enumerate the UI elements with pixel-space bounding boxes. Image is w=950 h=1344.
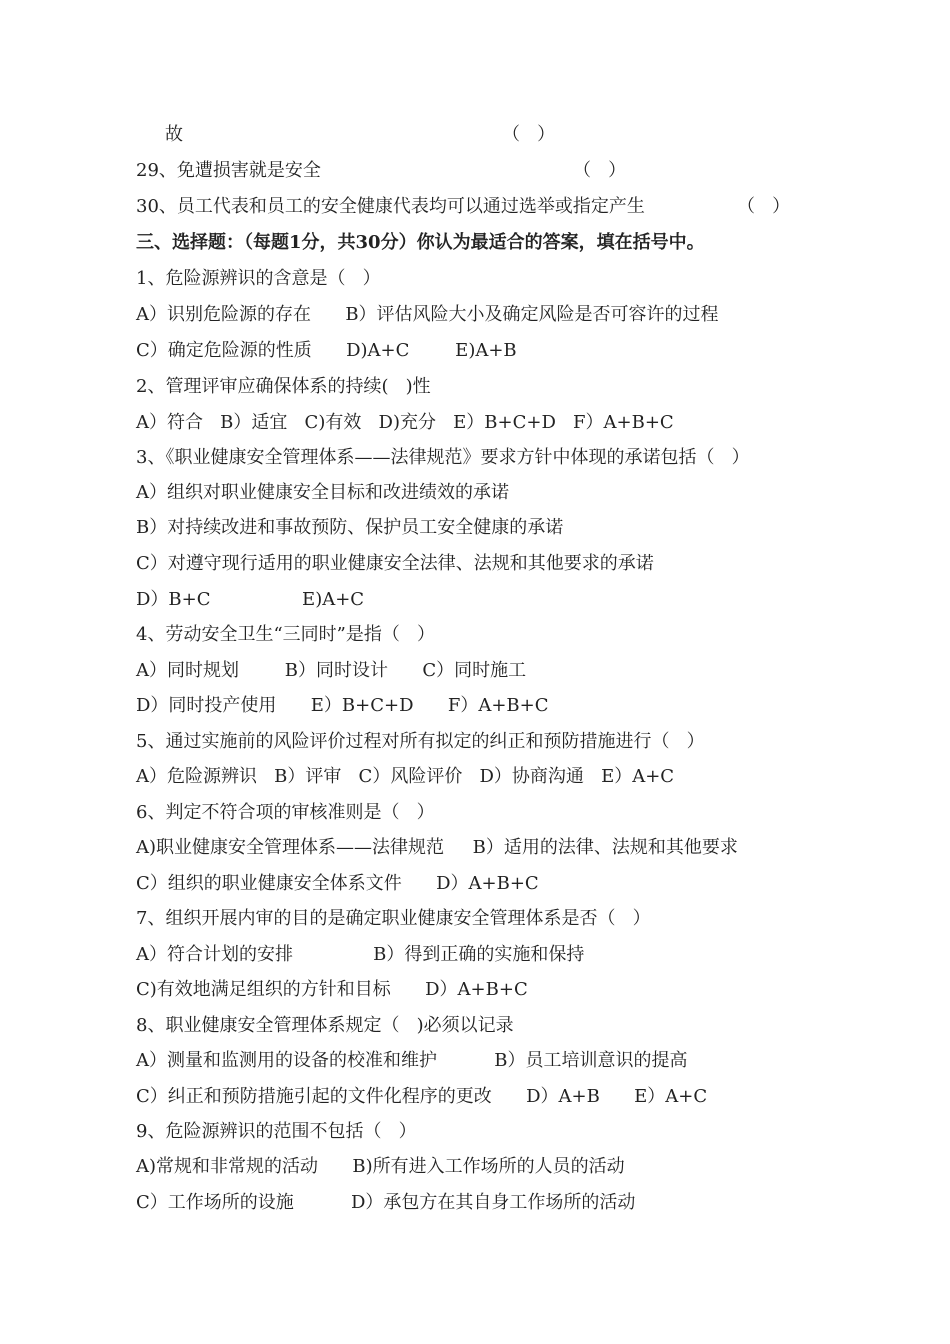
line-1: 29、免遭损害就是安全 (136, 160, 321, 181)
line-5: A）识别危险源的存在 B）评估风险大小及确定风险是否可容许的过程 (136, 304, 719, 325)
line-20: A)职业健康安全管理体系——法律规范 B）适用的法律、法规和其他要求 (136, 837, 738, 858)
line-4: 1、危险源辨识的含意是（ ） (136, 268, 381, 289)
line-15: A）同时规划 B）同时设计 C）同时施工 (136, 660, 527, 681)
line-30: C）工作场所的设施 D）承包方在其自身工作场所的活动 (136, 1192, 636, 1213)
line-27: C）纠正和预防措施引起的文件化程序的更改 D）A+B E）A+C (136, 1086, 708, 1107)
line-6: C）确定危险源的性质 D)A+C E)A+B (136, 340, 517, 361)
line-18: A）危险源辨识 B）评审 C）风险评价 D）协商沟通 E）A+C (136, 766, 675, 787)
line-22: 7、组织开展内审的目的是确定职业健康安全管理体系是否（ ） (136, 908, 651, 929)
line-13: D）B+C E)A+C (136, 589, 365, 610)
line-8: A）符合 B）适宜 C)有效 D)充分 E）B+C+D F）A+B+C (136, 412, 674, 433)
line-0-bracket: （ ） (502, 124, 556, 145)
line-7: 2、管理评审应确保体系的持续( )性 (136, 376, 431, 397)
line-29: A)常规和非常规的活动 B)所有进入工作场所的人员的活动 (136, 1156, 625, 1177)
line-24: C)有效地满足组织的方针和目标 D）A+B+C (136, 979, 528, 1000)
line-14: 4、劳动安全卫生“三同时”是指（ ） (136, 624, 436, 645)
line-17: 5、通过实施前的风险评价过程对所有拟定的纠正和预防措施进行（ ） (136, 731, 705, 752)
line-9: 3、《职业健康安全管理体系——法律规范》要求方针中体现的承诺包括（ ） (136, 447, 750, 468)
line-23: A）符合计划的安排 B）得到正确的实施和保持 (136, 944, 585, 965)
section-heading: 三、选择题：（每题1分，共30分）你认为最适合的答案，填在括号中。 (136, 232, 705, 253)
line-2: 30、员工代表和员工的安全健康代表均可以通过选举或指定产生 (136, 196, 645, 217)
line-0: 故 (165, 124, 183, 145)
line-28: 9、危险源辨识的范围不包括（ ） (136, 1121, 417, 1142)
line-16: D）同时投产使用 E）B+C+D F）A+B+C (136, 695, 549, 716)
line-21: C）组织的职业健康安全体系文件 D）A+B+C (136, 873, 539, 894)
line-10: A）组织对职业健康安全目标和改进绩效的承诺 (136, 482, 509, 503)
line-25: 8、职业健康安全管理体系规定（ )必须以记录 (136, 1015, 514, 1036)
line-1-bracket: （ ） (573, 160, 627, 181)
line-26: A）测量和监测用的设备的校准和维护 B）员工培训意识的提高 (136, 1050, 688, 1071)
line-12: C）对遵守现行适用的职业健康安全法律、法规和其他要求的承诺 (136, 553, 654, 574)
line-11: B）对持续改进和事故预防、保护员工安全健康的承诺 (136, 517, 564, 538)
line-2-bracket: （ ） (737, 196, 791, 217)
line-19: 6、判定不符合项的审核准则是（ ） (136, 802, 435, 823)
